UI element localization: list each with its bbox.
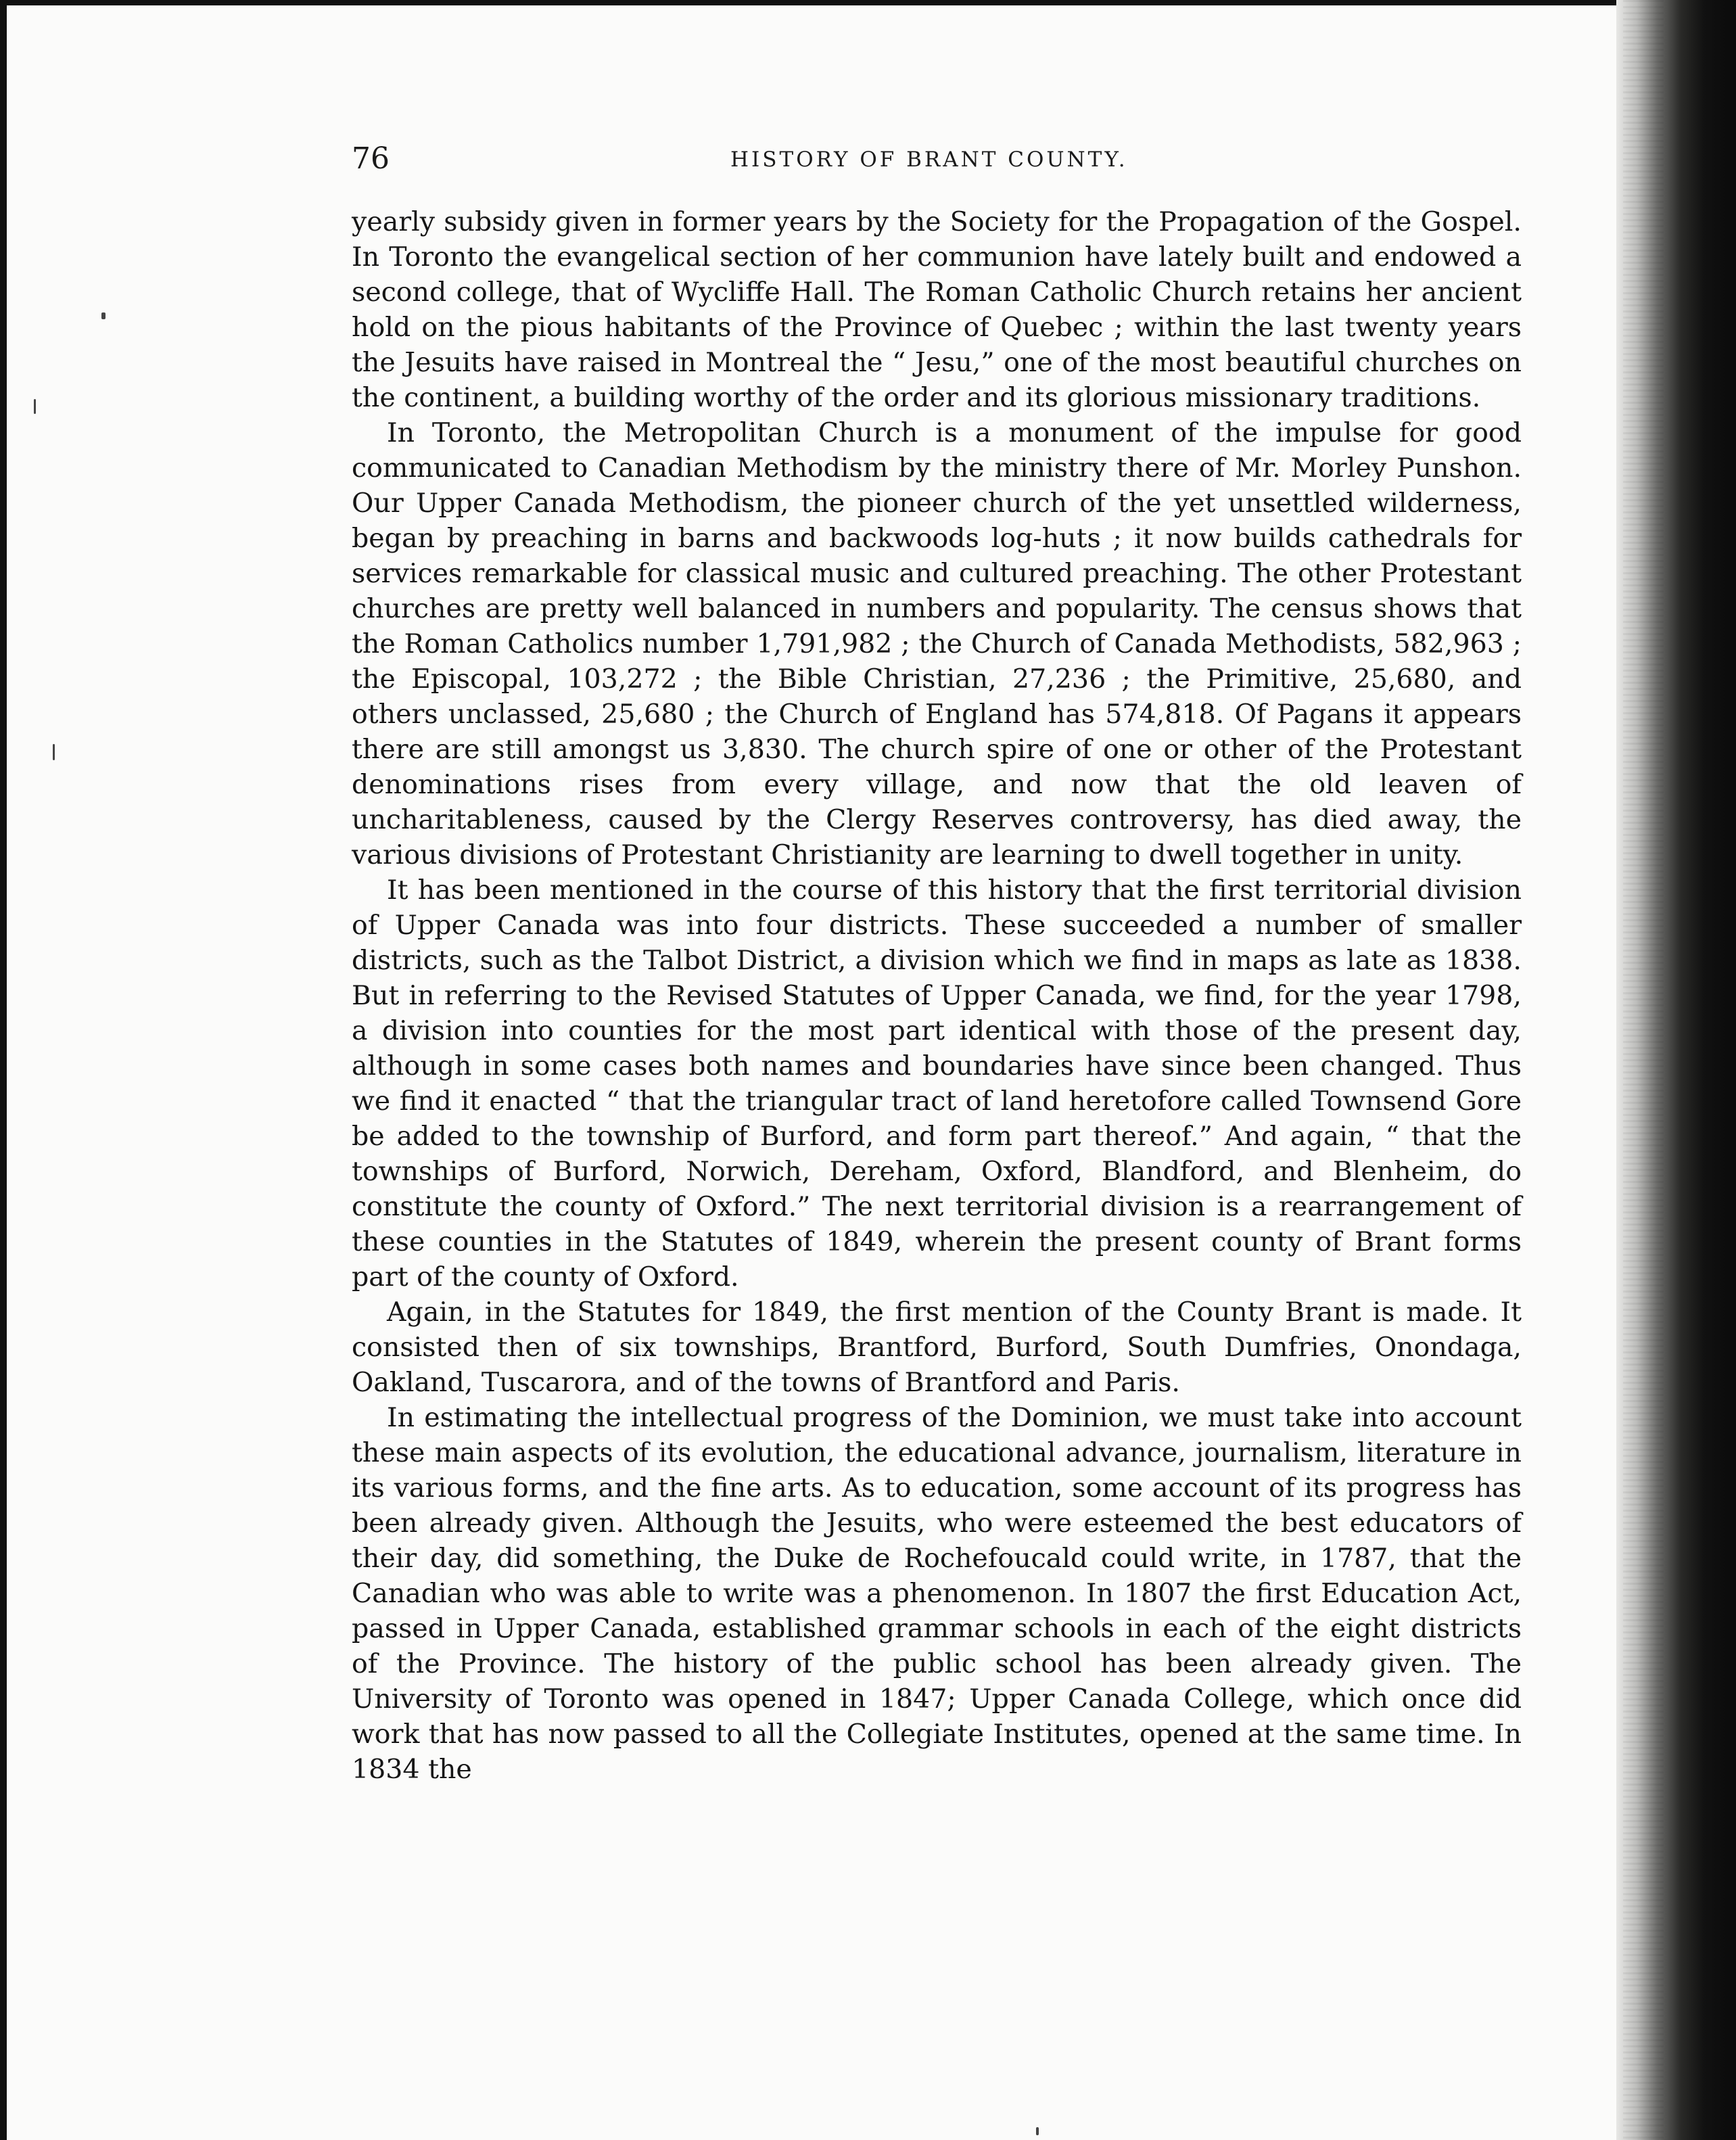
running-title: HISTORY OF BRANT COUNTY. [730, 147, 1128, 172]
page-number: 76 [352, 141, 390, 176]
body-text [352, 204, 1522, 1787]
paragraph: In Toronto, the Metropolitan Church is a monument of the impulse for good communicated to Canadian Methodism by the ministry there of Mr. Morley Punshon. Our Upper Canada Methodism, the pioneer church of the yet unsettled wilderness, began by preaching in barns and backwoods log-huts ; it now builds cathedrals for services remarkable for classical music and cultured preaching. The other Protestant churches are pretty well balanced in numbers and popularity. The census shows that the Roman Catholics number 1,791,982 ; the Church of Canada Methodists, 582,963 ; the Episcopal, 103,272 ; the Bible Christian, 27,236 ; the Primitive, 25,680, and others unclassed, 25,680 ; the Church of England has 574,818. Of Pagans it appears there are still amongst us 3,830. The church spire of one or other of the Protestant denominations rises from every village, and now that the old leaven of uncharitableness, caused by the Clergy Reserves controversy, has died away, the various divisions of Protestant Christianity are learning to dwell together in unity. [352, 417, 1522, 870]
margin-speck [101, 312, 105, 319]
page-edge-texture [1623, 0, 1664, 2140]
page-header [352, 139, 1522, 179]
scan-border-left [0, 0, 7, 2140]
margin-speck [53, 744, 55, 760]
paragraph: yearly subsidy given in former years by the Society for the Propagation of the Gospel. In Toronto the evangelical section of her communion have lately built and endowed a second college, that of Wycliffe Hall. The Roman Catholic Church retains her ancient hold on the pious habitants of the Province of Quebec ; within the last twenty years the Jesuits have raised in Montreal the “ Jesu,” one of the most beautiful churches on the continent, a building worthy of the order and its glorious missionary traditions. [352, 206, 1522, 413]
paragraph: In estimating the intellectual progress of the Dominion, we must take into account these main aspects of its evolution, the educational advance, journalism, literature in its various forms, and the fine arts. As to education, some account of its progress has been already given. Although the Jesuits, who were esteemed the best educators of their day, did something, the Duke de Rochefoucald could write, in 1787, that the Canadian who was able to write was a phenomenon. In 1807 the first Education Act, passed in Upper Canada, established grammar schools in each of the eight districts of the Province. The history of the public school has been already given. The University of Toronto was opened in 1847; Upper Canada College, which once did work that has now passed to all the Collegiate Institutes, opened at the same time. In 1834 the [352, 1402, 1522, 1785]
scan-border-top [0, 0, 1736, 5]
paragraph: Again, in the Statutes for 1849, the first mention of the County Brant is made. It consisted then of six townships, Brantford, Burford, South Dumfries, Onondaga, Oakland, Tuscarora, and of the towns of Brantford and Paris. [352, 1297, 1522, 1398]
margin-speck [1036, 2127, 1039, 2135]
margin-speck [34, 399, 36, 414]
paragraph: It has been mentioned in the course of this history that the first territorial division of Upper Canada was into four districts. These succeeded a number of smaller districts, such as the Talbot District, a division which we find in maps as late as 1838. But in referring to the Revised Statutes of Upper Canada, we find, for the year 1798, a division into counties for the most part identical with those of the present day, although in some cases both names and boundaries have since been changed. Thus we find it enacted “ that the triangular tract of land heretofore called Townsend Gore be added to the township of Burford, and form part thereof.” And again, “ that the townships of Burford, Norwich, Dereham, Oxford, Blandford, and Blenheim, do constitute the county of Oxford.” The next territorial division is a rearrangement of these counties in the Statutes of 1849, wherein the present county of Brant forms part of the county of Oxford. [352, 875, 1522, 1293]
